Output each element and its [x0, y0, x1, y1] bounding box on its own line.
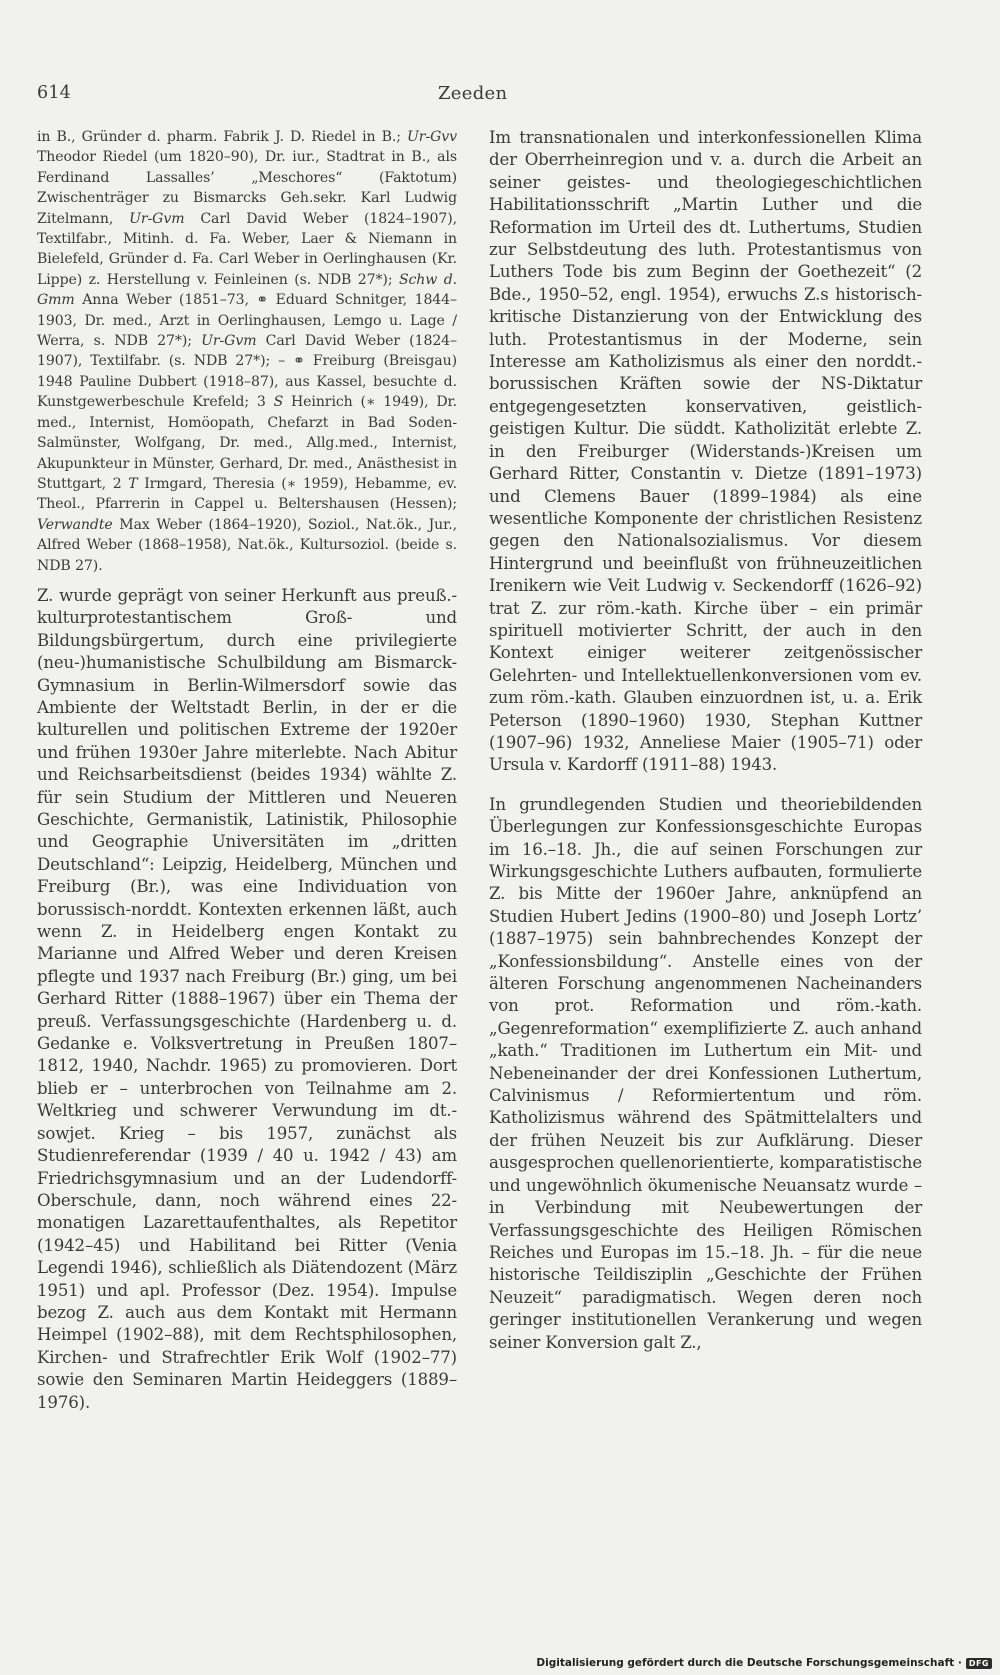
genealogy-segment: S: [273, 394, 284, 411]
genealogy-block: [37, 127, 457, 576]
running-head: Zeeden: [438, 83, 508, 104]
genealogy-segment: Ur-Gvm: [201, 333, 257, 350]
genealogy-segment: Heinrich (∗ 1949), Dr. med., Internist, Homöopath, Chefarzt in Bad Soden-Salmünster, Wolfgang, Dr. med., Allg.med., Internist, Akupunkteur in Münster, Gerhard, Dr. med., Anästhesist in Stuttgart, 2: [37, 394, 457, 492]
dfg-logo: DFG: [966, 1658, 992, 1669]
genealogy-segment: T: [128, 475, 138, 492]
credit-text: Digitalisierung gefördert durch die Deutsche Forschungsgemeinschaft ·: [536, 1657, 962, 1669]
digitization-credit: [536, 1657, 992, 1669]
paragraph-left: Z. wurde geprägt von seiner Herkunft aus preuß.-kulturprotestantischem Groß- und Bildungsbürgertum, durch eine privilegierte (neu-)humanistische Schulbildung am Bismarck-Gymnasium in Berlin-Wilmersdorf sowie das Ambiente der Weltstadt Berlin, in der er die kulturellen und politischen Extreme der 1920er und frühen 1930er Jahre miterlebte. Nach Abitur und Reichsarbeitsdienst (beides 1934) wählte Z. für sein Studium der Mittleren und Neueren Geschichte, Germanistik, Latinistik, Philosophie und Geographie Universitäten im „dritten Deutschland“: Leipzig, Heidelberg, München und Freiburg (Br.), was eine Individuation von borussisch-norddt. Kontexten erkennen läßt, auch wenn Z. in Heidelberg engen Kontakt zu Marianne und Alfred Weber und deren Kreisen pflegte und 1937 nach Freiburg (Br.) ging, um bei Gerhard Ritter (1888–1967) über ein Thema der preuß. Verfassungsgeschichte (Hardenberg u. d. Gedanke e. Volksvertretung in Preußen 1807–1812, 1940, Nachdr. 1965) zu promovieren. Dort blieb er – unterbrochen von Teilnahme am 2. Weltkrieg und schwerer Verwundung im dt.-sowjet. Krieg – bis 1957, zunächst als Studienreferendar (1939 / 40 u. 1942 / 43) am Friedrichsgymnasium und an der Ludendorff-Oberschule, dann, noch während eines 22-monatigen Lazarettaufenthaltes, als Repetitor (1942–45) und Habilitand bei Ritter (Venia Legendi 1946), schließlich als Diätendozent (März 1951) und apl. Professor (Dez. 1954). Impulse bezog Z. auch aus dem Kontakt mit Hermann Heimpel (1902–88), mit dem Rechtsphilosophen, Kirchen- und Strafrechtler Erik Wolf (1902–77) sowie den Seminaren Martin Heideggers (1889–1976).: [37, 585, 457, 1412]
genealogy-segment: Anna Weber (1851–73, ⚭ Eduard Schnitger, 1844–1903, Dr. med., Arzt in Oerlinghausen, Lemgo u. Lage / Werra, s. NDB 27*);: [37, 292, 457, 350]
genealogy-segment: Carl David Weber (1824–1907), Textilfabr. (s. NDB 27*); – ⚭ Freiburg (Breisgau) 1948 Pauline Dubbert (1918–87), aus Kassel, besuchte d. Kunstgewerbeschule Krefeld; 3: [37, 333, 457, 411]
genealogy-segment: Schw d. Gmm: [37, 271, 457, 309]
page-number: 614: [37, 83, 72, 103]
left-column: [37, 127, 457, 1414]
genealogy-segment: Max Weber (1864–1920), Soziol., Nat.ök., Jur., Alfred Weber (1868–1958), Nat.ök., Kultursoziol. (beide s. NDB 27).: [37, 516, 457, 574]
paragraph-right-2: In grundlegenden Studien und theoriebildenden Überlegungen zur Konfessionsgeschichte Europas im 16.–18. Jh., die auf seinen Forschungen zur Wirkungsgeschichte Luthers aufbauten, formulierte Z. bis Mitte der 1960er Jahre, anknüpfend an Studien Hubert Jedins (1900–80) und Joseph Lortz’ (1887–1975) sein bahnbrechendes Konzept der „Konfessionsbildung“. Anstelle eines von der älteren Forschung angenommenen Nacheinanders von prot. Reformation und röm.-kath. „Gegenreformation“ exemplifizierte Z. auch anhand „kath.“ Traditionen im Luthertum ein Mit- und Nebeneinander der drei Konfessionen Luthertum, Calvinismus / Reformiertentum und röm. Katholizismus während des Spätmittelalters und der frühen Neuzeit bis zur Aufklärung. Dieser ausgesprochen quellenorientierte, komparatistische und ungewöhnlich ökumenische Neuansatz wurde – in Verbindung mit Neubewertungen der Verfassungsgeschichte des Heiligen Römischen Reiches und Europas im 15.–18. Jh. – für die neue historische Teildisziplin „Geschichte der Frühen Neuzeit“ paradigmatisch. Wegen deren noch geringer institutionellen Verankerung und wegen seiner Konversion galt Z.,: [489, 794, 922, 1352]
paragraph-right-1: Im transnationalen und interkonfessionellen Klima der Oberrheinregion und v. a. durch die Arbeit an seiner geistes- und theologiegeschichtlichen Habilitationsschrift „Martin Luther und die Reformation im Urteil des dt. Luthertums, Studien zur Selbstdeutung des luth. Protestantismus von Luthers Tode bis zum Beginn der Goethezeit“ (2 Bde., 1950–52, engl. 1954), erwuchs Z.s historisch-kritische Distanzierung von der Entwicklung des luth. Protestantismus in der Moderne, sein Interesse am Katholizismus als einer den norddt.-borussischen Kräften sowie der NS-Diktatur entgegengesetzten konservativen, geistlich-geistigen Kultur. Die süddt. Katholizität erlebte Z. in den Freiburger (Widerstands-)Kreisen um Gerhard Ritter, Constantin v. Dietze (1891–1973) und Clemens Bauer (1899–1984) als eine wesentliche Komponente der christlichen Resistenz gegen den Nationalsozialismus. Vor diesem Hintergrund und beeinflußt von frühneuzeitlichen Irenikern wie Veit Ludwig v. Seckendorff (1626–92) trat Z. zur röm.-kath. Kirche über – ein primär spirituell motivierter Schritt, der auch in den Kontext einiger weiterer zeitgenössischer Gelehrten- und Intellektuellenkonversionen vom ev. zum röm.-kath. Glauben einzuordnen ist, u. a. Erik Peterson (1890–1960) 1930, Stephan Kuttner (1907–96) 1932, Anneliese Maier (1905–71) oder Ursula v. Kardorff (1911–88) 1943.: [489, 128, 922, 775]
genealogy-segment: in B., Gründer d. pharm. Fabrik J. D. Riedel in B.;: [37, 129, 408, 145]
genealogy-segment: Theodor Riedel (um 1820–90), Dr. iur., Stadtrat in B., als Ferdinand Lassalles’ „Meschores“ (Faktotum) Zwischenträger zu Bismarcks Geh.sekr. Karl Ludwig Zitelmann,: [37, 149, 457, 227]
genealogy-segment: Ur-Gvv: [407, 129, 457, 145]
genealogy-segment: Ur-Gvm: [129, 210, 185, 227]
right-column: [489, 127, 922, 1371]
genealogy-segment: Carl David Weber (1824–1907), Textilfabr., Mitinh. d. Fa. Weber, Laer & Niemann in Bielefeld, Gründer d. Fa. Carl Weber in Oerlinghausen (Kr. Lippe) z. Herstellung v. Feinleinen (s. NDB 27*);: [37, 210, 457, 288]
genealogy-segment: Verwandte: [37, 516, 113, 533]
genealogy-segment: Irmgard, Theresia (∗ 1959), Hebamme, ev. Theol., Pfarrerin in Cappel u. Beltershausen (Hessen);: [37, 475, 457, 513]
